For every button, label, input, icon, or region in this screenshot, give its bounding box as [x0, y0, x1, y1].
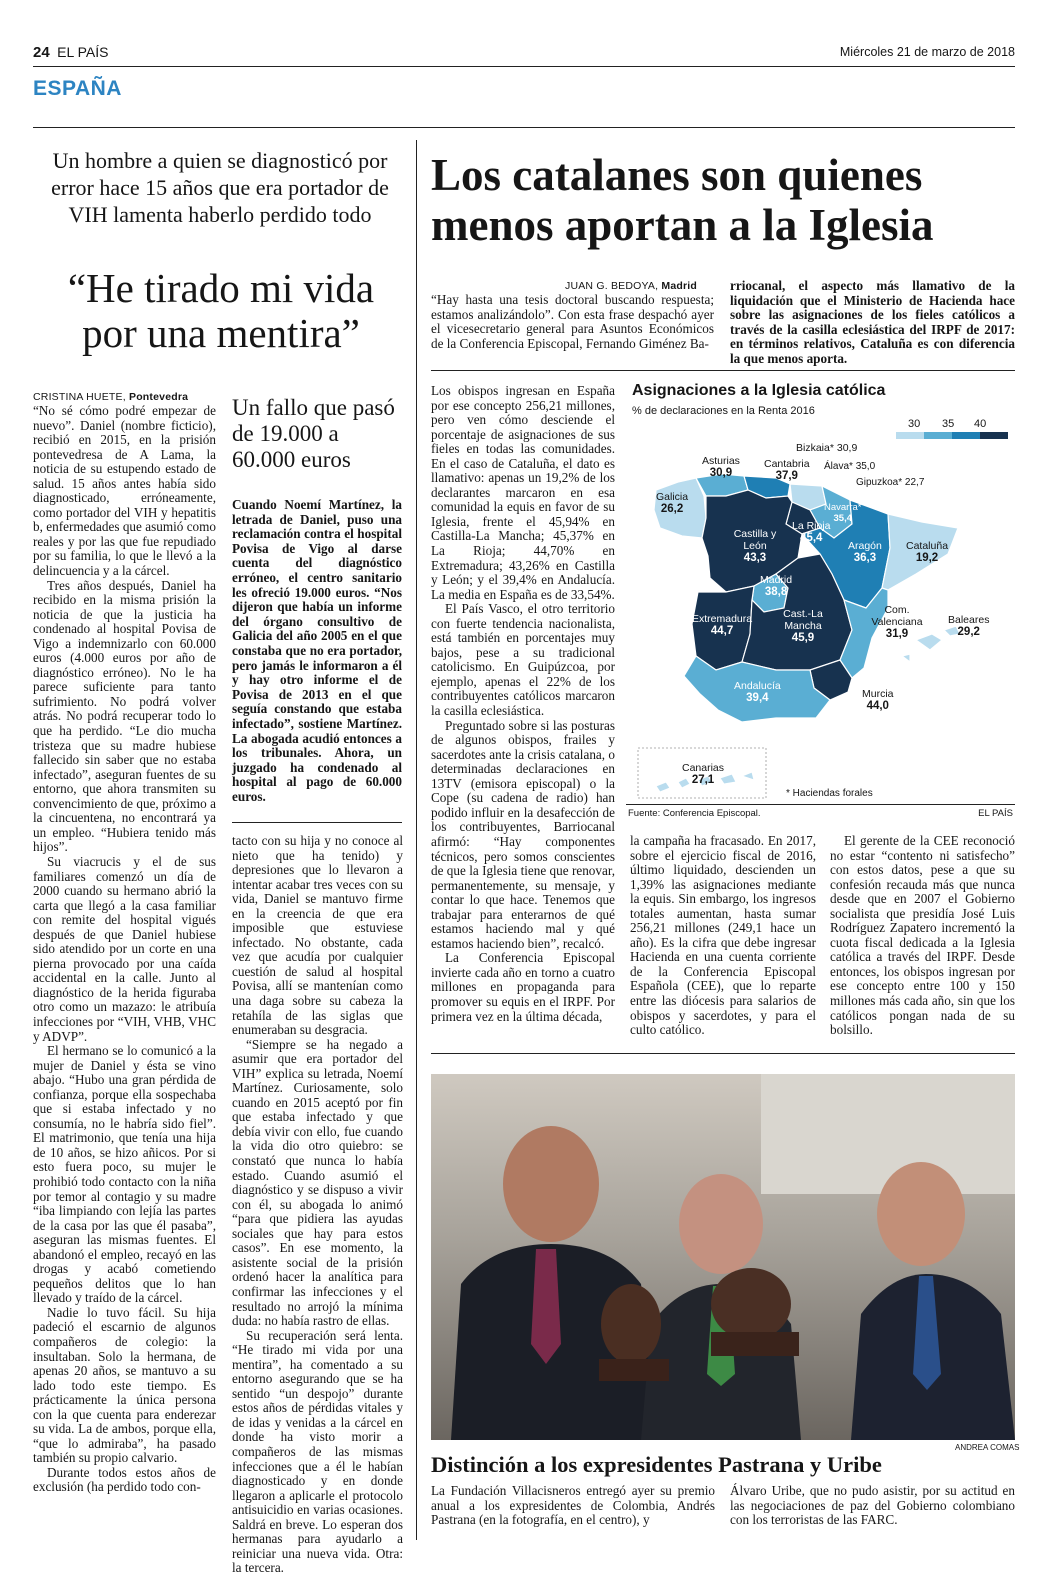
paragraph: Durante todos estos años de exclusión (ha perdido todo con- — [33, 1464, 216, 1495]
paragraph: Su recuperación será lenta. “He tirado mi vida por una mentira”, ha comentado a su entorno asegurando que se ha sentido “un despojo” durante estos años de pérdidas vitales y de idas y venidas a la cárcel en donde ha visto morir a compañeros de las mismas infecciones que a él le habían diagnosticado y en donde llegaron a aplicarle el protocolo antisuicidio en varias ocasiones. Saldrá en breve. Lo esperan dos hermanas para ayudarlo a reiniciar una nueva vida. Otra: la tercera. — [232, 1327, 403, 1576]
label-murcia: Murcia 44,0 — [862, 688, 894, 712]
paragraph: tacto con su hija y no conoce al nieto que ha tenido) y depresiones que lo llevaron a intentar acabar tres veces con su vida, Daniel se mantuvo firme en la creencia de que era imposible que estuviese infectado. No obstante, cada vez que acudía por cualquier cuestión de salud al hospital Povisa, allí se mantenían como una daga sobre su cabeza la retahíla de las siglas que enumeraban su desgracia. — [232, 833, 403, 1038]
label-castilla-leon: Castilla y León 43,3 — [733, 528, 777, 564]
label-cataluna: Cataluña 19,2 — [906, 540, 949, 564]
left-byline-name: CRISTINA HUETE, — [33, 391, 126, 403]
chart-credit: EL PAÍS — [978, 808, 1013, 819]
paragraph: Nadie lo tuvo fácil. Su hija padeció el escarnio de algunos compañeros de colegio: la insultaban. Solo la hermana, de apenas 20 años, se mantuvo a su lado todo este tiempo. Es prácticamente la única persona con la que cuenta para enderezar su vida. La de ambos, porque ella, “que lo admiraba”, ha pasado también su propio calvario. — [33, 1304, 216, 1466]
label-castilla-la-mancha: Cast.-La Mancha 45,9 — [783, 608, 823, 644]
label-galicia: Galicia 26,2 — [656, 491, 689, 515]
photo-caption-col-2: Álvaro Uribe, que no pudo asistir, por su actitud en las negociaciones de paz del Gobierno colombiano con los terroristas de las FARC. — [730, 1483, 1015, 1528]
label-madrid: Madrid 38,8 — [760, 574, 793, 598]
label-navarra: Navarra* 35,4 — [824, 502, 862, 524]
label-valenciana: Com. Valenciana 31,9 — [871, 604, 923, 640]
chart-title: Asignaciones a la Iglesia católica — [632, 382, 886, 399]
paragraph: Preguntado sobre si las posturas de algunos obispos, frailes y sacerdotes ante la crisis catalana, o determinadas declaraciones en 13TV (emisora episcopal) o la Cope (su cadena de radio) han podido influir en la desafección de los contribuyentes, Barriocanal afirmó: “Hay componentes técnicos, pero somos conscientes de que la Iglesia tiene que renovar, permanentemente, su mensaje, y contar lo que hace. Tenemos que trabajar para enterarnos de qué estamos haciendo mal y qué estamos haciendo bien”, recalcó. — [431, 717, 615, 951]
label-aragon: Aragón 36,3 — [848, 540, 882, 564]
label-canarias: Canarias 27,1 — [682, 762, 725, 786]
issue-date: Miércoles 21 de marzo de 2018 — [839, 45, 1015, 59]
left-headline: “He tirado mi vida por una mentira” — [67, 265, 375, 356]
photo-illustration — [431, 1074, 1015, 1440]
photo-headline: Distinción a los expresidentes Pastrana y Uribe — [431, 1452, 882, 1477]
label-asturias: Asturias 30,9 — [702, 455, 740, 479]
left-byline-place: Pontevedra — [128, 391, 189, 403]
right-lead-col-1: “Hay hasta una tesis doctoral buscando respuesta; estamos analizándolo”. Con esta frase despachó ayer el vicesecretario general para Asuntos Económicos de la Conferencia Episcopal, Fernando Giménez Ba- — [431, 292, 714, 351]
right-col-a — [431, 384, 615, 1039]
paragraph: El hermano se lo comunicó a la mujer de Daniel y ésta se vino abajo. “Hubo una gran pérdida de confianza, porque ella sospechaba que si estaba infectado y no consumía, no le habría sido fiel”. El matrimonio, que tenía una hija de 10 años, se hizo añicos. Por si esto fuera poco, su mujer le prohibió todo contacto con la niña por temor al contagio y su madre “iba limpiando con lejía las partes de la casa por las que él pasaba”, aseguran las mismas fuentes. El abandonó el empleo, recayó en las drogas y acabó cometiendo pequeños delitos que lo han llevado y traído de la cárcel. — [33, 1043, 216, 1306]
paragraph: la campaña ha fracasado. En 2017, sobre el ejercicio fiscal de 2016, último liquidado, descienden un 1,39% las asignaciones mediante la equis. Sin embargo, los ingresos totales aumentan, hasta sumar 256,21 millones (249,1 hace un año). Es la cifra que debe ingresar Hacienda en una cuenta corriente de la Conferencia Episcopal Española (CEE), que lo reparte entre las diócesis para salarios de obispos y sacerdotes, y para el culto católico. — [630, 833, 816, 1038]
chart-subtitle: % de declaraciones en la Renta 2016 — [632, 405, 815, 417]
paragraph: Los obispos ingresan en España por ese concepto 256,21 millones, pero ven cómo desciende el porcentaje de asignaciones de sus fieles en todas las comunidades. En el caso de Cataluña, el dato es llamativo: apenas un 19,2% de los declarantes marcaron en esa comunidad la equis en favor de su Iglesia, frente el 45,94% en Castilla-La Mancha; 45,37% en La Rioja; 44,70% en Extremadura; 43,26% en Castilla y León; y el 39,4% en Andalucía. La media en España es de 33,54%. — [431, 383, 615, 602]
page-number: 24 — [33, 44, 50, 61]
chart-source: Fuente: Conferencia Episcopal. — [628, 808, 761, 819]
paragraph: El gerente de la CEE reconoció no estar “contento ni satisfecho” con estos datos, pese a que su confesión recauda más que nunca desde que en 2007 el Gobierno socialista que presidía José Luis Rodríguez Zapatero incrementó la cuota fiscal dedicada a la Iglesia católica a través del IRPF. Desde entonces, los obispos ingresan por ese concepto entre 100 y 150 millones más cada año, sin que los católicos pongan nada de su bolsillo. — [830, 833, 1015, 1038]
chart-footnote: * Haciendas forales — [786, 788, 873, 799]
label-baleares: Baleares 29,2 — [948, 614, 990, 638]
paragraph: La Conferencia Episcopal invierte cada año en torno a cuatro millones en propaganda para promover su equis en el IRPF. Por primera vez en la última década, — [431, 950, 615, 1024]
right-byline — [565, 280, 697, 292]
label-extremadura: Extremadura 44,7 — [692, 613, 753, 637]
paragraph: El País Vasco, el otro territorio con fuerte tendencia nacionalista, está también en porcentajes muy bajos, pese a su tradicional catolicismo. En Guipúzcoa, por ejemplo, apenas el 22% de los contribuyentes católicos marcaron la casilla eclesiástica. — [431, 601, 615, 719]
left-col-2 — [232, 833, 403, 1576]
label-alava: Álava* 35,0 — [824, 461, 876, 472]
legend-tick-40: 40 — [974, 418, 987, 430]
left-kicker: Un hombre a quien se diagnosticó por error hace 15 años que era portador de VIH lamenta haberlo perdido todo — [51, 148, 389, 227]
right-byline-name: JUAN G. BEDOYA, — [565, 280, 659, 292]
paragraph: Su viacrucis y el de sus familiares comenzó un día de 2000 cuando su hermano abrió la carta que llegó a la casa familiar con remite del hospital vigués después de que Daniel hubiese sido atendido por un corte en una pierna provocado por una caída accidental en la calle. Junto al diagnóstico de la herida figuraba otro como un mazazo: le atribuía infecciones por “VIH, VHB, VHC y ADVP”. — [33, 853, 216, 1044]
photo-caption-col-1: La Fundación Villacisneros entregó ayer su premio anual a los expresidentes de Colombia, Andrés Pastrana (en la fotografía, en el centro), y — [431, 1483, 715, 1528]
paper-name: EL PAÍS — [57, 44, 109, 60]
page-header — [33, 44, 1015, 64]
sidebar-box-text: Cuando Noemí Martínez, la letrada de Daniel, puso una reclamación contra el hospital Povisa de Vigo al darse cuenta del diagnóstico erróneo, el centro sanitario les ofreció 19.000 euros. “Nos dijeron que había un informe del órgano consultivo de Galicia del año 2005 en el que constaba que no era portador, pero jamás le informaron a él y hay otro informe el de Povisa de 2013 en el que seguía constando que estaba infectado”, sostiene Martínez. La abogada acudió entonces a los tribunales. Ahora, un juzgado ha condenado al hospital al pago de 60.000 euros. — [232, 497, 402, 804]
section-title: ESPAÑA — [33, 77, 122, 100]
label-cantabria: Cantabria 37,9 — [764, 458, 810, 482]
map-chart — [626, 378, 1015, 823]
label-andalucia: Andalucía 39,4 — [734, 680, 781, 704]
paragraph: “No sé cómo podré empezar de nuevo”. Daniel (nombre ficticio), recibió en 2015, en la prisión pontevedresa de A Lama, la noticia de su estupendo estado de salud. 15 años antes había sido diagnosticado, erróneamente, como portador del VIH y hepatitis b, enfermedades que asumió como reales y por las que fue repudiado por su familia, lo que le llevó a la delincuencia y a la cárcel. — [33, 403, 216, 579]
legend-tick-30: 30 — [908, 418, 921, 430]
right-headline: Los catalanes son quienes menos aportan a la Iglesia — [431, 150, 934, 250]
photo-credit: ANDREA COMAS — [955, 1443, 1020, 1452]
label-bizkaia: Bizkaia* 30,9 — [796, 442, 858, 454]
right-lead-col-2: rriocanal, el aspecto más llamativo de la liquidación que el Ministerio de Hacienda hace sobre las asignaciones de los fieles católicos a través de la casilla eclesiástica del IRPF de 2017: en términos relativos, Cataluña es con diferencia la que menos aporta. — [730, 278, 1015, 366]
paragraph: “Siempre se ha negado a asumir que era portador del VIH” explica su letrada, Noemí Martínez. Curiosamente, solo cuando en 2015 aceptó por fin que estaba infectado y que debía vivir con ello, fue cuando la vida dio otro quiebro: se constató que nunca lo había estado. Cuando asumió el diagnóstico y se dispuso a vivir con él, su abogada lo animó “para que pidiera las ayudas sociales que hay para estos casos”. En ese momento, la asistente social de la prisión ordenó hacer la analítica para confirmar las infecciones y el resultado no arrojó la mínima duda: no había rastro de ellas. — [232, 1036, 403, 1329]
left-col-1 — [33, 404, 216, 1534]
label-la-rioja: La Rioja 45,4 — [792, 520, 831, 544]
label-gipuzkoa: Gipuzkoa* 22,7 — [856, 477, 925, 488]
right-byline-place: Madrid — [661, 280, 697, 292]
legend-tick-35: 35 — [942, 418, 955, 430]
sidebar-box-title: Un fallo que pasó de 19.000 a 60.000 euros — [232, 395, 395, 472]
right-col-b — [630, 834, 816, 1038]
award-photo — [431, 1074, 1015, 1440]
right-col-c — [830, 834, 1015, 1038]
paragraph: Tres años después, Daniel ha recibido en la misma prisión la noticia de que la justicia ha condenado al hospital Povisa de Vigo a indemnizarlo con 60.000 euros (4.000 euros por año de diagnóstico erróneo). No le ha parece suficiente para tanto sufrimiento. No podrá volver atrás. No podrá recuperar todo lo que ha perdido. “Le dio mucha tristeza que su madre hubiese fallecido sin saber que no estaba infectado”, aseguran fuentes de su entorno, que ahora transmiten su convencimiento de que, próximo a la cincuentena, no encontrará ya un empleo. “Hubiera tenido más hijos”. — [33, 577, 216, 855]
left-byline — [33, 391, 188, 403]
